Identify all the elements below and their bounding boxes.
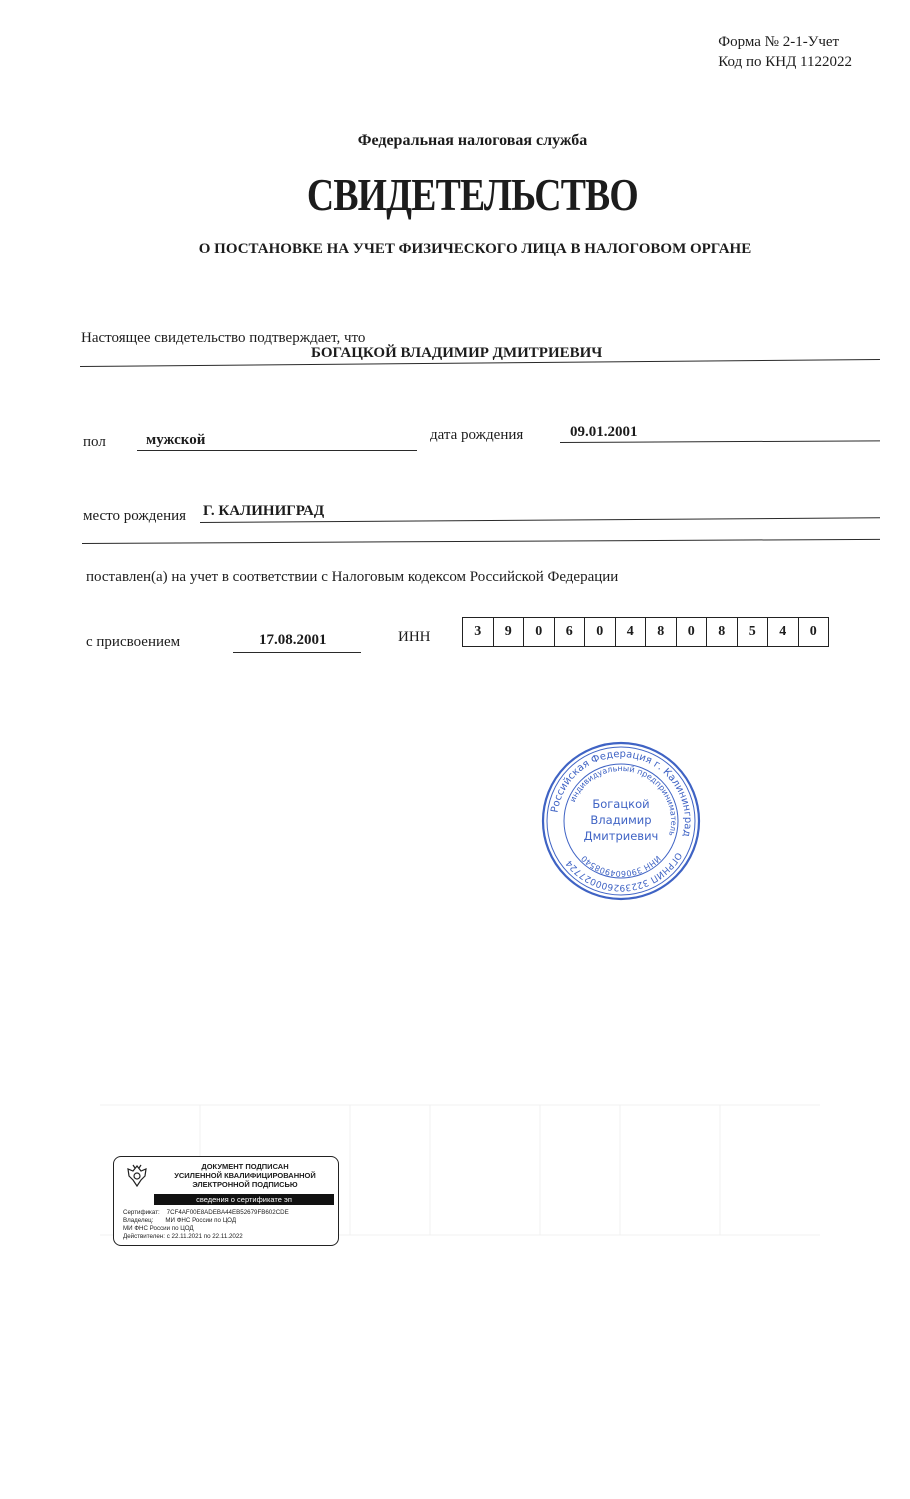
esign-title-line: УСИЛЕННОЙ КВАЛИФИЦИРОВАННОЙ	[174, 1171, 316, 1180]
inn-digit: 4	[768, 618, 799, 646]
inn-box	[462, 617, 829, 647]
esign-validity-value: с 22.11.2021 по 22.11.2022	[166, 1233, 243, 1240]
esign-title-line: ДОКУМЕНТ ПОДПИСАН	[201, 1162, 289, 1171]
seal-inn-text	[580, 854, 663, 878]
sex-value: мужской	[146, 432, 206, 448]
inn-digit: 9	[494, 618, 525, 646]
sex-label: пол	[83, 434, 106, 450]
esign-owner-value: МИ ФНС России по ЦОД	[165, 1217, 237, 1224]
esign-validity-label: Действителен:	[123, 1233, 165, 1240]
seal-name	[540, 796, 702, 844]
assignment-label: с присвоением	[86, 634, 181, 650]
esign-certificate-label: Сертификат:	[123, 1209, 160, 1216]
inn-digit: 4	[616, 618, 647, 646]
inn-label: ИНН	[398, 629, 431, 645]
inn-digit: 3	[463, 618, 494, 646]
inn-digit: 0	[809, 624, 817, 639]
birth-place-label: место рождения	[83, 508, 187, 524]
seal-outer-arc: Российская Федерация г. Калининград	[549, 748, 694, 838]
seal-role-arc: индивидуальный предприниматель	[568, 763, 679, 837]
seal-name-line: Дмитриевич	[583, 829, 659, 843]
seal-inn-arc: ИНН 390604908540	[579, 853, 663, 879]
sex-underline	[137, 450, 417, 451]
birth-place-underline-2	[82, 539, 880, 544]
assignment-date: 17.08.2001	[259, 632, 327, 648]
esign-owner-line2: МИ ФНС России по ЦОД	[123, 1225, 194, 1232]
esign-validity-row	[123, 1233, 289, 1241]
inn-digit: 5	[738, 618, 769, 646]
birth-date-value: 09.01.2001	[570, 424, 638, 440]
knd-code: Код по КНД 1122022	[718, 54, 852, 70]
confirm-text: Настоящее свидетельство подтверждает, что	[81, 330, 366, 346]
inn-digit: 0	[524, 618, 555, 646]
birth-place-value: Г. КАЛИНИГРАД	[203, 503, 325, 519]
inn-digit: 8	[707, 618, 738, 646]
document-title: СВИДЕТЕЛЬСТВО	[306, 169, 638, 220]
esign-bar: сведения о сертификате эп	[154, 1194, 334, 1205]
birth-date-label: дата рождения	[430, 427, 524, 443]
esign-title	[156, 1162, 334, 1189]
electronic-signature-block	[113, 1156, 339, 1246]
esign-title-line: ЭЛЕКТРОННОЙ ПОДПИСЬЮ	[192, 1180, 298, 1189]
seal-name-line: Владимир	[590, 813, 652, 827]
full-name: БОГАЦКОЙ ВЛАДИМИР ДМИТРИЕВИЧ	[311, 345, 603, 361]
esign-details	[123, 1209, 289, 1241]
esign-owner-row	[123, 1217, 289, 1225]
registered-text: поставлен(а) на учет в соответствии с Налоговым кодексом Российской Федерации	[86, 569, 619, 585]
inn-digit: 8	[646, 618, 677, 646]
document-subtitle: О ПОСТАНОВКЕ НА УЧЕТ ФИЗИЧЕСКОГО ЛИЦА В НАЛОГОВОМ ОРГАНЕ	[198, 241, 752, 257]
coat-of-arms-icon	[123, 1162, 151, 1190]
seal-ogrnip-arc: ОГРНИП 322392600027724	[564, 850, 684, 893]
assignment-date-underline	[233, 652, 361, 653]
inn-digit: 6	[555, 618, 586, 646]
agency-name: Федеральная налоговая служба	[357, 132, 588, 149]
inn-digit: 0	[585, 618, 616, 646]
esign-certificate-row	[123, 1209, 289, 1217]
form-meta	[718, 32, 852, 72]
esign-owner-label: Владелец:	[123, 1217, 154, 1224]
esign-certificate-value: 7CF4AF00E8ADEBA44EB52679FB602CDE	[166, 1209, 289, 1216]
inn-digit: 0	[677, 618, 708, 646]
form-number: Форма № 2-1-Учет	[718, 34, 840, 50]
seal-name-line: Богацкой	[592, 797, 650, 811]
